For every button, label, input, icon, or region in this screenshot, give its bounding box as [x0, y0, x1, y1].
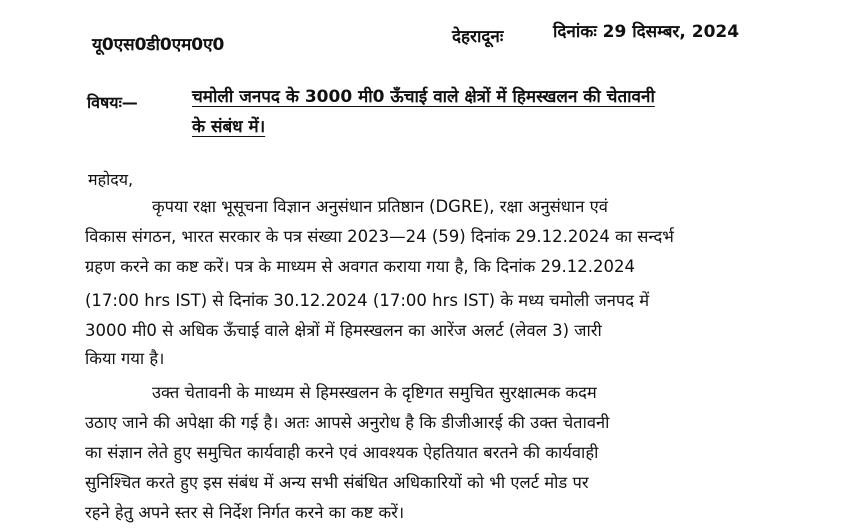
letter-date: दिनांकः 29 दिसम्बर, 2024 — [553, 22, 740, 42]
letter-reference-number: यू0एस0डी0एम0ए0 — [92, 35, 225, 55]
body-line-11: रहने हेतु अपने स्तर से निर्देश निर्गत करने का कष्ट करें। — [85, 503, 405, 522]
body-line-7: उक्त चेतावनी के माध्यम से हिमस्खलन के दृष्टिगत समुचित सुरक्षात्मक कदम — [152, 383, 597, 402]
body-line-10: सुनिश्चित करते हुए इस संबंध में अन्य सभी संबंधित अधिकारियों को भी एलर्ट मोड पर — [85, 473, 589, 492]
body-line-8: उठाए जाने की अपेक्षा की गई है। अतः आपसे अनुरोध है कि डीजीआरई की उक्त चेतावनी — [85, 413, 610, 432]
body-line-6: किया गया है। — [85, 349, 165, 368]
body-line-1: कृपया रक्षा भूसूचना विज्ञान अनुसंधान प्रतिष्ठान (DGRE), रक्षा अनुसंधान एवं — [152, 197, 608, 216]
subject-line-1: चमोली जनपद के 3000 मी0 ऊँचाई वाले क्षेत्रों में हिमस्खलन की चेतावनी — [192, 87, 655, 107]
body-line-4: (17:00 hrs IST) से दिनांक 30.12.2024 (17:00 hrs IST) के मध्य चमोली जनपद में — [85, 291, 650, 310]
subject-line-2: के संबंध में। — [192, 117, 266, 137]
body-line-3: ग्रहण करने का कष्ट करें। पत्र के माध्यम से अवगत कराया गया है, कि दिनांक 29.12.2024 — [85, 257, 635, 276]
subject-label: विषयः— — [87, 93, 138, 112]
body-line-9: का संज्ञान लेते हुए समुचित कार्यवाही करने एवं आवश्यक ऐहतियात बरतने की कार्यवाही — [85, 443, 599, 462]
body-line-5: 3000 मी0 से अधिक ऊँचाई वाले क्षेत्रों में हिमस्खलन का आरेंज अलर्ट (लेवल 3) जारी — [85, 321, 602, 340]
salutation: महोदय, — [88, 170, 134, 189]
body-line-2: विकास संगठन, भारत सरकार के पत्र संख्या 2023—24 (59) दिनांक 29.12.2024 का सन्दर्भ — [85, 227, 674, 246]
letter-place: देहरादूनः — [452, 27, 504, 47]
